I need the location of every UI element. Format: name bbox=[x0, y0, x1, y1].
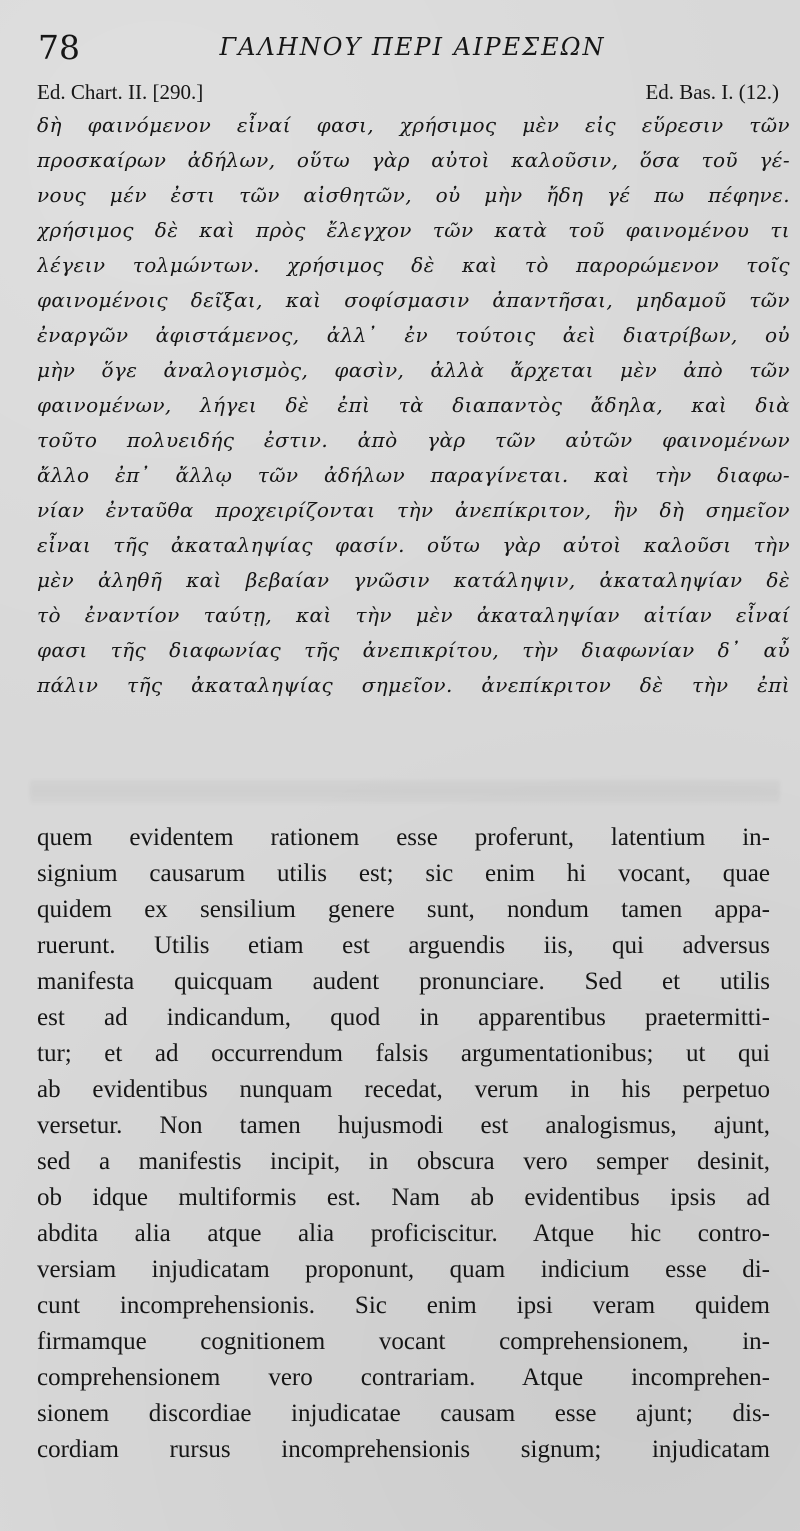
latin-text-line: sed a manifestis incipit, in obscura vero semper desinit, bbox=[37, 1148, 770, 1175]
latin-text-line: ab evidentibus nunquam recedat, verum in his perpetuo bbox=[37, 1076, 770, 1103]
latin-text-line: ob idque multiformis est. Nam ab evidentibus ipsis ad bbox=[37, 1184, 770, 1211]
edition-reference-left: Ed. Chart. II. [290.] bbox=[37, 80, 204, 104]
latin-text-line: firmamque cognitionem vocant comprehensionem, in- bbox=[37, 1328, 770, 1355]
greek-text-line: δὴ φαινόμενον εἶναί φασι, χρήσιμος μὲν εἰς εὕρεσιν τῶν bbox=[37, 113, 790, 137]
latin-text-line: signium causarum utilis est; sic enim hi vocant, quae bbox=[37, 860, 770, 887]
greek-text-line: φαινομένοις δεῖξαι, καὶ σοφίσμασιν ἀπαντῆσαι, μηδαμοῦ τῶν bbox=[37, 288, 790, 312]
greek-text-line: νους μέν ἐστι τῶν αἰσθητῶν, οὐ μὴν ἤδη γέ πω πέφηνε. bbox=[37, 183, 790, 207]
latin-text-line: quem evidentem rationem esse proferunt, latentium in- bbox=[37, 824, 770, 851]
greek-text-line: ἐναργῶν ἀφιστάμενος, ἀλλ᾽ ἐν τούτοις ἀεὶ διατρίβων, οὐ bbox=[37, 323, 790, 347]
greek-text-line: πάλιν τῆς ἀκαταληψίας σημεῖον. ἀνεπίκριτον δὲ τὴν ἐπὶ bbox=[37, 673, 790, 697]
greek-text-line: μὲν ἀληθῆ καὶ βεβαίαν γνῶσιν κατάληψιν, ἀκαταληψίαν δὲ bbox=[37, 568, 790, 592]
latin-text-line: versetur. Non tamen hujusmodi est analogismus, ajunt, bbox=[37, 1112, 770, 1139]
latin-text-line: quidem ex sensilium genere sunt, nondum tamen appa- bbox=[37, 896, 770, 923]
latin-text-block bbox=[37, 820, 770, 1468]
greek-text-line: νίαν ἐνταῦθα προχειρίζονται τὴν ἀνεπίκριτον, ἣν δὴ σημεῖον bbox=[37, 498, 790, 522]
greek-text-line: τὸ ἐναντίον ταύτῃ, καὶ τὴν μὲν ἀκαταληψίαν αἰτίαν εἶναί bbox=[37, 603, 790, 627]
page-number: 78 bbox=[38, 28, 80, 67]
greek-text-line: τοῦτο πολυειδής ἐστιν. ἀπὸ γὰρ τῶν αὐτῶν φαινομένων bbox=[37, 428, 790, 452]
greek-text-line: φαινομένων, λήγει δὲ ἐπὶ τὰ διαπαντὸς ἄδηλα, καὶ διὰ bbox=[37, 393, 790, 417]
greek-text-line: μὴν ὅγε ἀναλογισμὸς, φασὶν, ἀλλὰ ἄρχεται μὲν ἀπὸ τῶν bbox=[37, 358, 790, 382]
latin-text-line: ruerunt. Utilis etiam est arguendis iis, qui adversus bbox=[37, 932, 770, 959]
latin-text-line: tur; et ad occurrendum falsis argumentationibus; ut qui bbox=[37, 1040, 770, 1067]
running-head: ΓΑΛΗΝΟΥ ΠΕΡΙ ΑΙΡΕΣΕΩΝ bbox=[219, 33, 606, 61]
greek-text-line: εἶναι τῆς ἀκαταληψίας φασίν. οὕτω γὰρ αὐτοὶ καλοῦσι τὴν bbox=[37, 533, 790, 557]
latin-text-line: sionem discordiae injudicatae causam esse ajunt; dis- bbox=[37, 1400, 770, 1427]
greek-text-line: φασι τῆς διαφωνίας τῆς ἀνεπικρίτου, τὴν διαφωνίαν δ᾽ αὖ bbox=[37, 638, 790, 662]
latin-text-line: cordiam rursus incomprehensionis signum; injudicatam bbox=[37, 1436, 770, 1463]
latin-text-line: est ad indicandum, quod in apparentibus praetermitti- bbox=[37, 1004, 770, 1031]
greek-text-line: προσκαίρων ἀδήλων, οὕτω γὰρ αὐτοὶ καλοῦσιν, ὅσα τοῦ γέ- bbox=[37, 148, 790, 172]
latin-text-line: cunt incomprehensionis. Sic enim ipsi veram quidem bbox=[37, 1292, 770, 1319]
edition-reference-right: Ed. Bas. I. (12.) bbox=[645, 80, 779, 104]
greek-text-line: χρήσιμος δὲ καὶ πρὸς ἔλεγχον τῶν κατὰ τοῦ φαινομένου τι bbox=[37, 218, 790, 242]
greek-text-line: λέγειν τολμώντων. χρήσιμος δὲ καὶ τὸ παρορώμενον τοῖς bbox=[37, 253, 790, 277]
greek-text-line: ἄλλο ἐπ᾽ ἄλλῳ τῶν ἀδήλων παραγίνεται. καὶ τὴν διαφω- bbox=[37, 463, 790, 487]
latin-text-line: abdita alia atque alia proficiscitur. Atque hic contro- bbox=[37, 1220, 770, 1247]
greek-text-block bbox=[37, 108, 790, 703]
latin-text-line: comprehensionem vero contrariam. Atque incomprehen- bbox=[37, 1364, 770, 1391]
latin-text-line: manifesta quicquam audent pronunciare. Sed et utilis bbox=[37, 968, 770, 995]
show-through-text bbox=[30, 780, 780, 804]
latin-text-line: versiam injudicatam proponunt, quam indicium esse di- bbox=[37, 1256, 770, 1283]
